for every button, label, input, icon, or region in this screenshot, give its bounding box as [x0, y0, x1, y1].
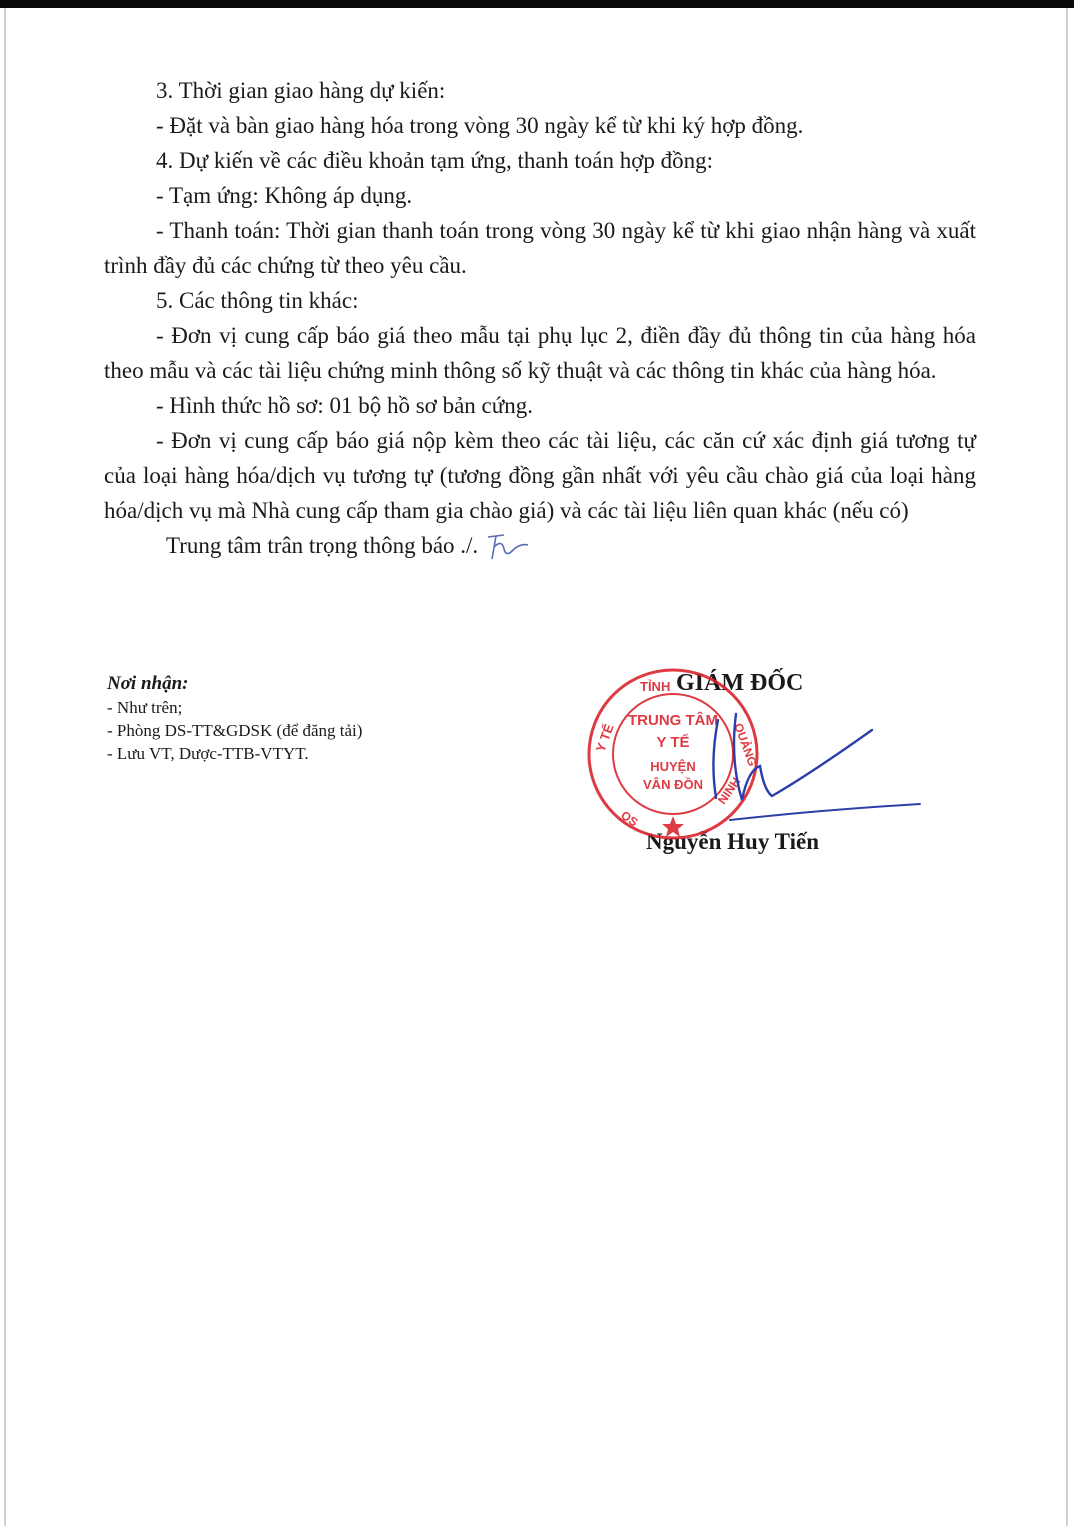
body-paragraph: - Đơn vị cung cấp báo giá theo mẫu tại phụ lục 2, điền đầy đủ thông tin của hàng hóa theo mẫu và các tài liệu chứng minh thông số kỹ thuật và các thông tin khác của hàng hóa.: [104, 323, 976, 383]
document-body: [104, 73, 976, 567]
svg-text:NINH: NINH: [714, 774, 744, 807]
scan-right-edge: [1066, 8, 1068, 1526]
recipient-item: - Như trên;: [107, 698, 183, 717]
body-paragraph: - Đặt và bàn giao hàng hóa trong vòng 30 ngày kể từ khi ký hợp đồng.: [156, 113, 804, 138]
signer-name: Nguyễn Huy Tiến: [646, 829, 819, 854]
recipients-title: Nơi nhận:: [107, 673, 189, 694]
svg-text:QS: QS: [618, 807, 641, 830]
scan-left-edge: [4, 8, 6, 1526]
handwritten-signature-icon: [640, 700, 930, 840]
stamp-line: VÂN ĐỒN: [643, 777, 703, 792]
closing-text: Trung tâm trân trọng thông báo ./.: [166, 533, 479, 558]
initials-mark-icon: [482, 529, 532, 567]
body-paragraph: 3. Thời gian giao hàng dự kiến:: [156, 78, 446, 103]
stamp-line: Y TẾ: [656, 734, 690, 751]
stamp-line: TRUNG TÂM: [628, 712, 718, 729]
recipient-item: - Phòng DS-TT&GDSK (để đăng tải): [107, 721, 363, 740]
svg-text:Y TẾ: Y TẾ: [592, 721, 617, 755]
stamp-line: HUYỆN: [650, 759, 696, 774]
body-paragraph: - Tạm ứng: Không áp dụng.: [156, 183, 413, 208]
body-paragraph: - Thanh toán: Thời gian thanh toán trong vòng 30 ngày kể từ khi giao nhận hàng và xuất trình đầy đủ các chứng từ theo yêu cầu.: [104, 218, 976, 278]
body-paragraph: - Hình thức hồ sơ: 01 bộ hồ sơ bản cứng.: [156, 393, 533, 418]
signer-title: GIÁM ĐỐC: [676, 670, 804, 696]
body-paragraph: 5. Các thông tin khác:: [156, 288, 359, 313]
svg-text:TỈNH: TỈNH: [640, 679, 671, 694]
recipient-item: - Lưu VT, Dược-TTB-VTYT.: [107, 744, 309, 763]
body-paragraph: - Đơn vị cung cấp báo giá nộp kèm theo các tài liệu, các căn cứ xác định giá tương tự của loại hàng hóa/dịch vụ tương tự (tương đồng gần nhất với yêu cầu chào giá của loại hàng hóa/dịch vụ mà Nhà cung cấp tham gia chào giá) và các tài liệu liên quan khác (nếu có): [104, 428, 976, 523]
recipients-block: [107, 672, 362, 765]
scan-top-border: [0, 0, 1074, 8]
closing-line: [104, 528, 976, 567]
svg-text:QUẢNG: QUẢNG: [731, 721, 760, 769]
body-paragraph: 4. Dự kiến về các điều khoản tạm ứng, thanh toán hợp đồng:: [156, 148, 714, 173]
